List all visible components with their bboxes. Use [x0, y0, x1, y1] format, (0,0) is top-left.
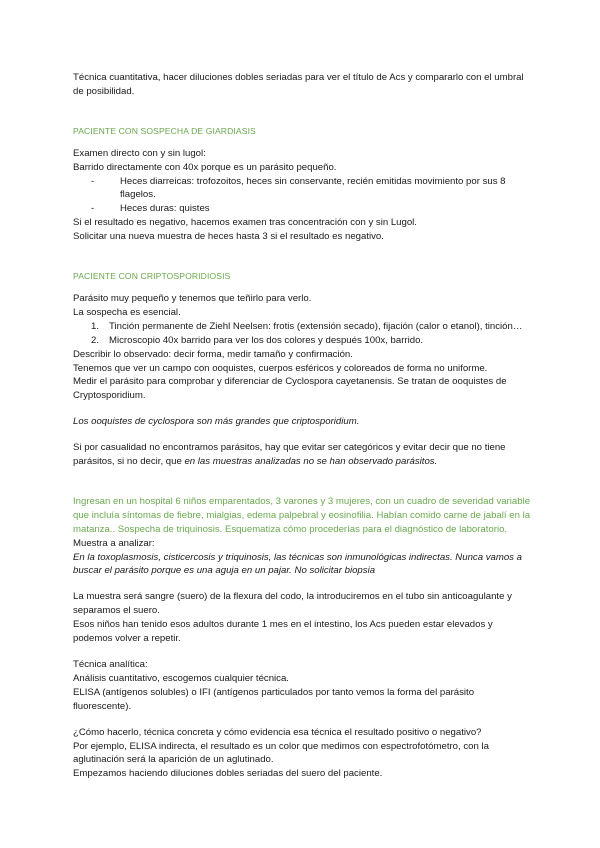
- text-line: Por ejemplo, ELISA indirecta, el resultado es un color que medimos con espectrofotómetro, con la aglutinación será la aparición de un aglutinado.: [73, 740, 489, 766]
- intro-paragraph: Técnica cuantitativa, hacer diluciones dobles seriadas para ver el título de Acs y compararlo con el umbral de posibilidad.: [73, 72, 524, 97]
- cripto-section: [73, 270, 533, 469]
- text-line: Esos niños han tenido esos adultos durante 1 mes en el intestino, los Acs pueden estar elevados y podemos volver a repetir.: [73, 619, 493, 645]
- muestra-note: En la toxoplasmosis, cisticercosis y triquinosis, las técnicas son inmunológicas indirectas. Nunca vamos a buscar el parásito porque es una aguja en un pajar. No solicitar biopsia: [73, 551, 522, 577]
- warning-paragraph: Si por casualidad no encontramos parásitos, hay que evitar ser categóricos y evitar decir que no tiene parásitos, si no decir, que en las muestras analizadas no se han observado parásitos.: [73, 442, 506, 468]
- text-line: La sospecha es esencial.: [73, 306, 181, 318]
- text-line: Solicitar una nueva muestra de heces hasta 3 si el resultado es negativo.: [73, 231, 384, 243]
- text-line: La muestra será sangre (suero) de la flexura del codo, la introduciremos en el tubo sin anticoagulante y separamos el suero.: [73, 591, 512, 617]
- list-item: 2. Microscopio 40x barrido para ver los dos colores y después 100x, barrido.: [91, 334, 424, 346]
- triquinosis-section: [73, 495, 533, 781]
- text-line: Tenemos que ver un campo con ooquistes, cuerpos esféricos y coloreados de forma no uniforme.: [73, 362, 488, 374]
- list-item: 1. Tinción permanente de Ziehl Neelsen: frotis (extensión secado), fijación (calor o etanol), tinción…: [91, 320, 523, 332]
- numbered-list: [73, 320, 533, 348]
- section-heading-giardiasis: PACIENTE CON SOSPECHA DE GIARDIASIS: [73, 125, 256, 136]
- italic-note: Los ooquistes de cyclospora son más grandes que criptosporidium.: [73, 416, 360, 428]
- giardiasis-section: [73, 125, 533, 244]
- text-line: Medir el parásito para comprobar y diferenciar de Cyclospora cayetanensis. Se tratan de ooquistes de Cryptosporidium.: [73, 376, 507, 402]
- muestra-label: Muestra a analizar:: [73, 537, 155, 549]
- section-heading-cripto: PACIENTE CON CRIPTOSPORIDIOSIS: [73, 271, 231, 282]
- text-line: Barrido directamente con 40x porque es un parásito pequeño.: [73, 161, 337, 173]
- text-line: Examen directo con y sin lugol:: [73, 147, 206, 159]
- case-statement: Ingresan en un hospital 6 niños emparentados, 3 varones y 3 mujeres, con un cuadro de severidad variable que incluía síntomas de fiebre, mialgias, edema palpebral y eosinofilia. Habían comido carne de jabalí en la matanza.. Sospecha de triquinosis. Esquematiza cómo procederías para el diagnóstico de laboratorio.: [73, 495, 531, 535]
- question-line: ¿Cómo hacerlo, técnica concreta y cómo evidencia esa técnica el resultado positivo o negativo?: [73, 726, 482, 738]
- text-line: Describir lo observado: decir forma, medir tamaño y confirmación.: [73, 348, 353, 360]
- list-item: - Heces diarreicas: trofozoitos, heces sin conservante, recién emitidas movimiento por sus 8 flagelos.: [73, 175, 533, 203]
- text-line: Si el resultado es negativo, hacemos examen tras concentración con y sin Lugol.: [73, 217, 417, 229]
- tecnica-label: Técnica analítica:: [73, 659, 148, 670]
- list-item: - Heces duras: quistes: [73, 202, 533, 216]
- text-line: Análisis cuantitativo, escogemos cualquier técnica.: [73, 672, 289, 684]
- text-line: Empezamos haciendo diluciones dobles seriadas del suero del paciente.: [73, 768, 383, 780]
- document-page: [73, 71, 533, 781]
- text-line: Parásito muy pequeño y tenemos que teñirlo para verlo.: [73, 292, 312, 304]
- text-line: ELISA (antígenos solubles) o IFI (antígenos particulados por tanto vemos la forma del parásito fluorescente).: [73, 686, 475, 712]
- dash-list: [73, 175, 533, 217]
